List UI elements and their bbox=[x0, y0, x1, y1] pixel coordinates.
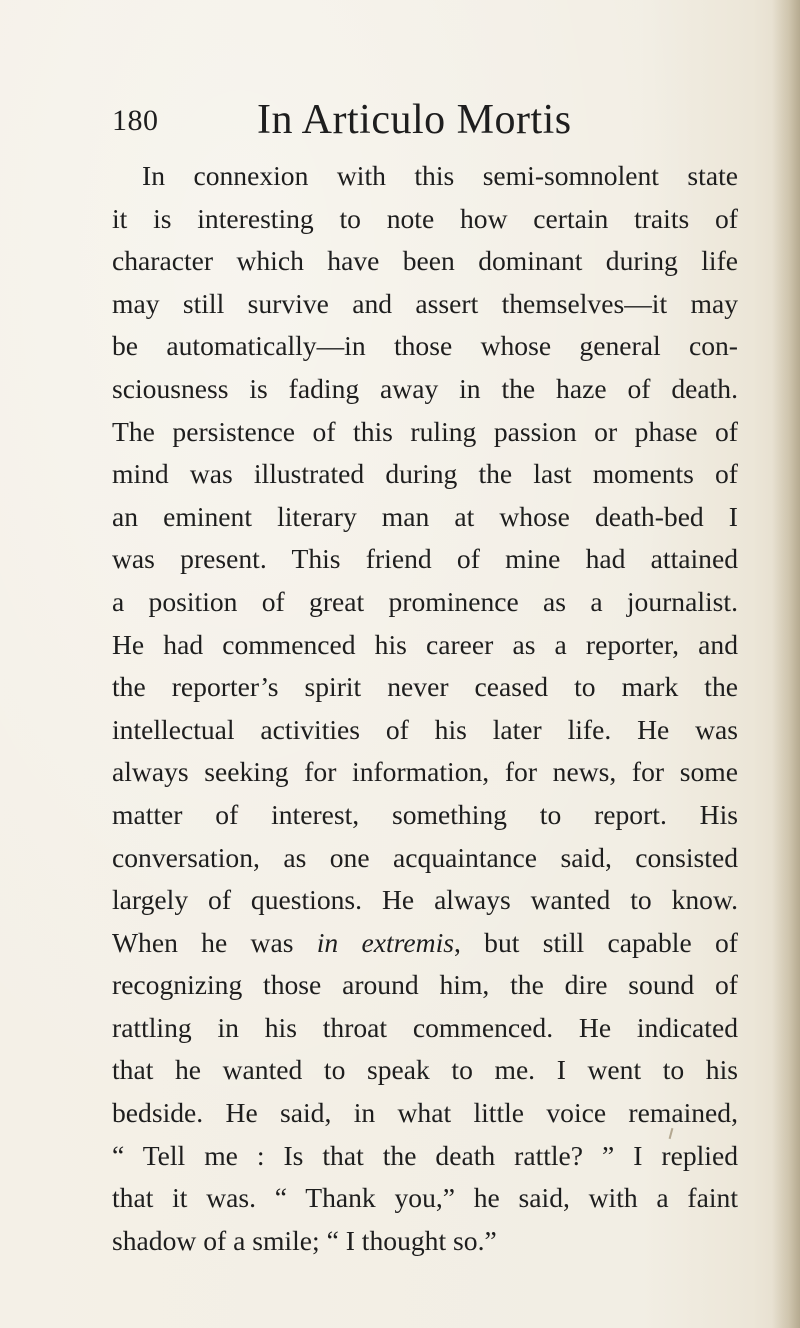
text-line: conversation, as one acquaintance said, consisted bbox=[112, 841, 738, 873]
text-fragment: , but still capable of bbox=[453, 926, 738, 958]
text-line: mind was illustrated during the last moments of bbox=[112, 458, 738, 490]
text-line: character which have been dominant during life bbox=[112, 245, 738, 277]
text-line: matter of interest, something to report. His bbox=[112, 798, 738, 830]
text-line: rattling in his throat commenced. He indicated bbox=[112, 1011, 738, 1043]
text-line: largely of questions. He always wanted to know. bbox=[112, 884, 738, 916]
page-number: 180 bbox=[112, 104, 159, 137]
text-line: shadow of a smile; “ I thought so.” bbox=[112, 1224, 497, 1256]
text-line: In connexion with this semi-somnolent state bbox=[142, 160, 738, 191]
running-head bbox=[112, 96, 742, 156]
body-paragraph bbox=[112, 155, 738, 1262]
running-title: In Articulo Mortis bbox=[257, 97, 572, 143]
text-line: bedside. He said, in what little voice remained, bbox=[112, 1097, 738, 1129]
text-line: the reporter’s spirit never ceased to mark the bbox=[112, 671, 738, 703]
text-line: sciousness is fading away in the haze of death. bbox=[112, 372, 738, 404]
text-line: The persistence of this ruling passion or phase of bbox=[112, 415, 738, 447]
text-line: a position of great prominence as a journalist. bbox=[112, 585, 738, 617]
text-fragment: When he was bbox=[112, 926, 317, 958]
italic-phrase: in extremis bbox=[316, 926, 454, 958]
text-line: was present. This friend of mine had attained bbox=[112, 543, 738, 575]
text-line: intellectual activities of his later life. He was bbox=[112, 713, 738, 745]
text-line: may still survive and assert themselves—it may bbox=[112, 287, 738, 319]
text-line: an eminent literary man at whose death-bed I bbox=[112, 500, 738, 532]
text-line: it is interesting to note how certain traits of bbox=[112, 202, 738, 234]
text-line: recognizing those around him, the dire sound of bbox=[112, 969, 738, 1001]
page-edge-shadow bbox=[772, 0, 800, 1328]
text-line: always seeking for information, for news, for some bbox=[112, 756, 738, 788]
text-line: that he wanted to speak to me. I went to his bbox=[112, 1054, 738, 1086]
text-line: “ Tell me : Is that the death rattle? ” I replied bbox=[112, 1139, 738, 1171]
text-line: that it was. “ Thank you,” he said, with a faint bbox=[112, 1182, 738, 1214]
text-line-with-italic bbox=[112, 922, 738, 965]
text-line: He had commenced his career as a reporter, and bbox=[112, 628, 738, 660]
text-line: be automatically—in those whose general con- bbox=[112, 330, 738, 362]
